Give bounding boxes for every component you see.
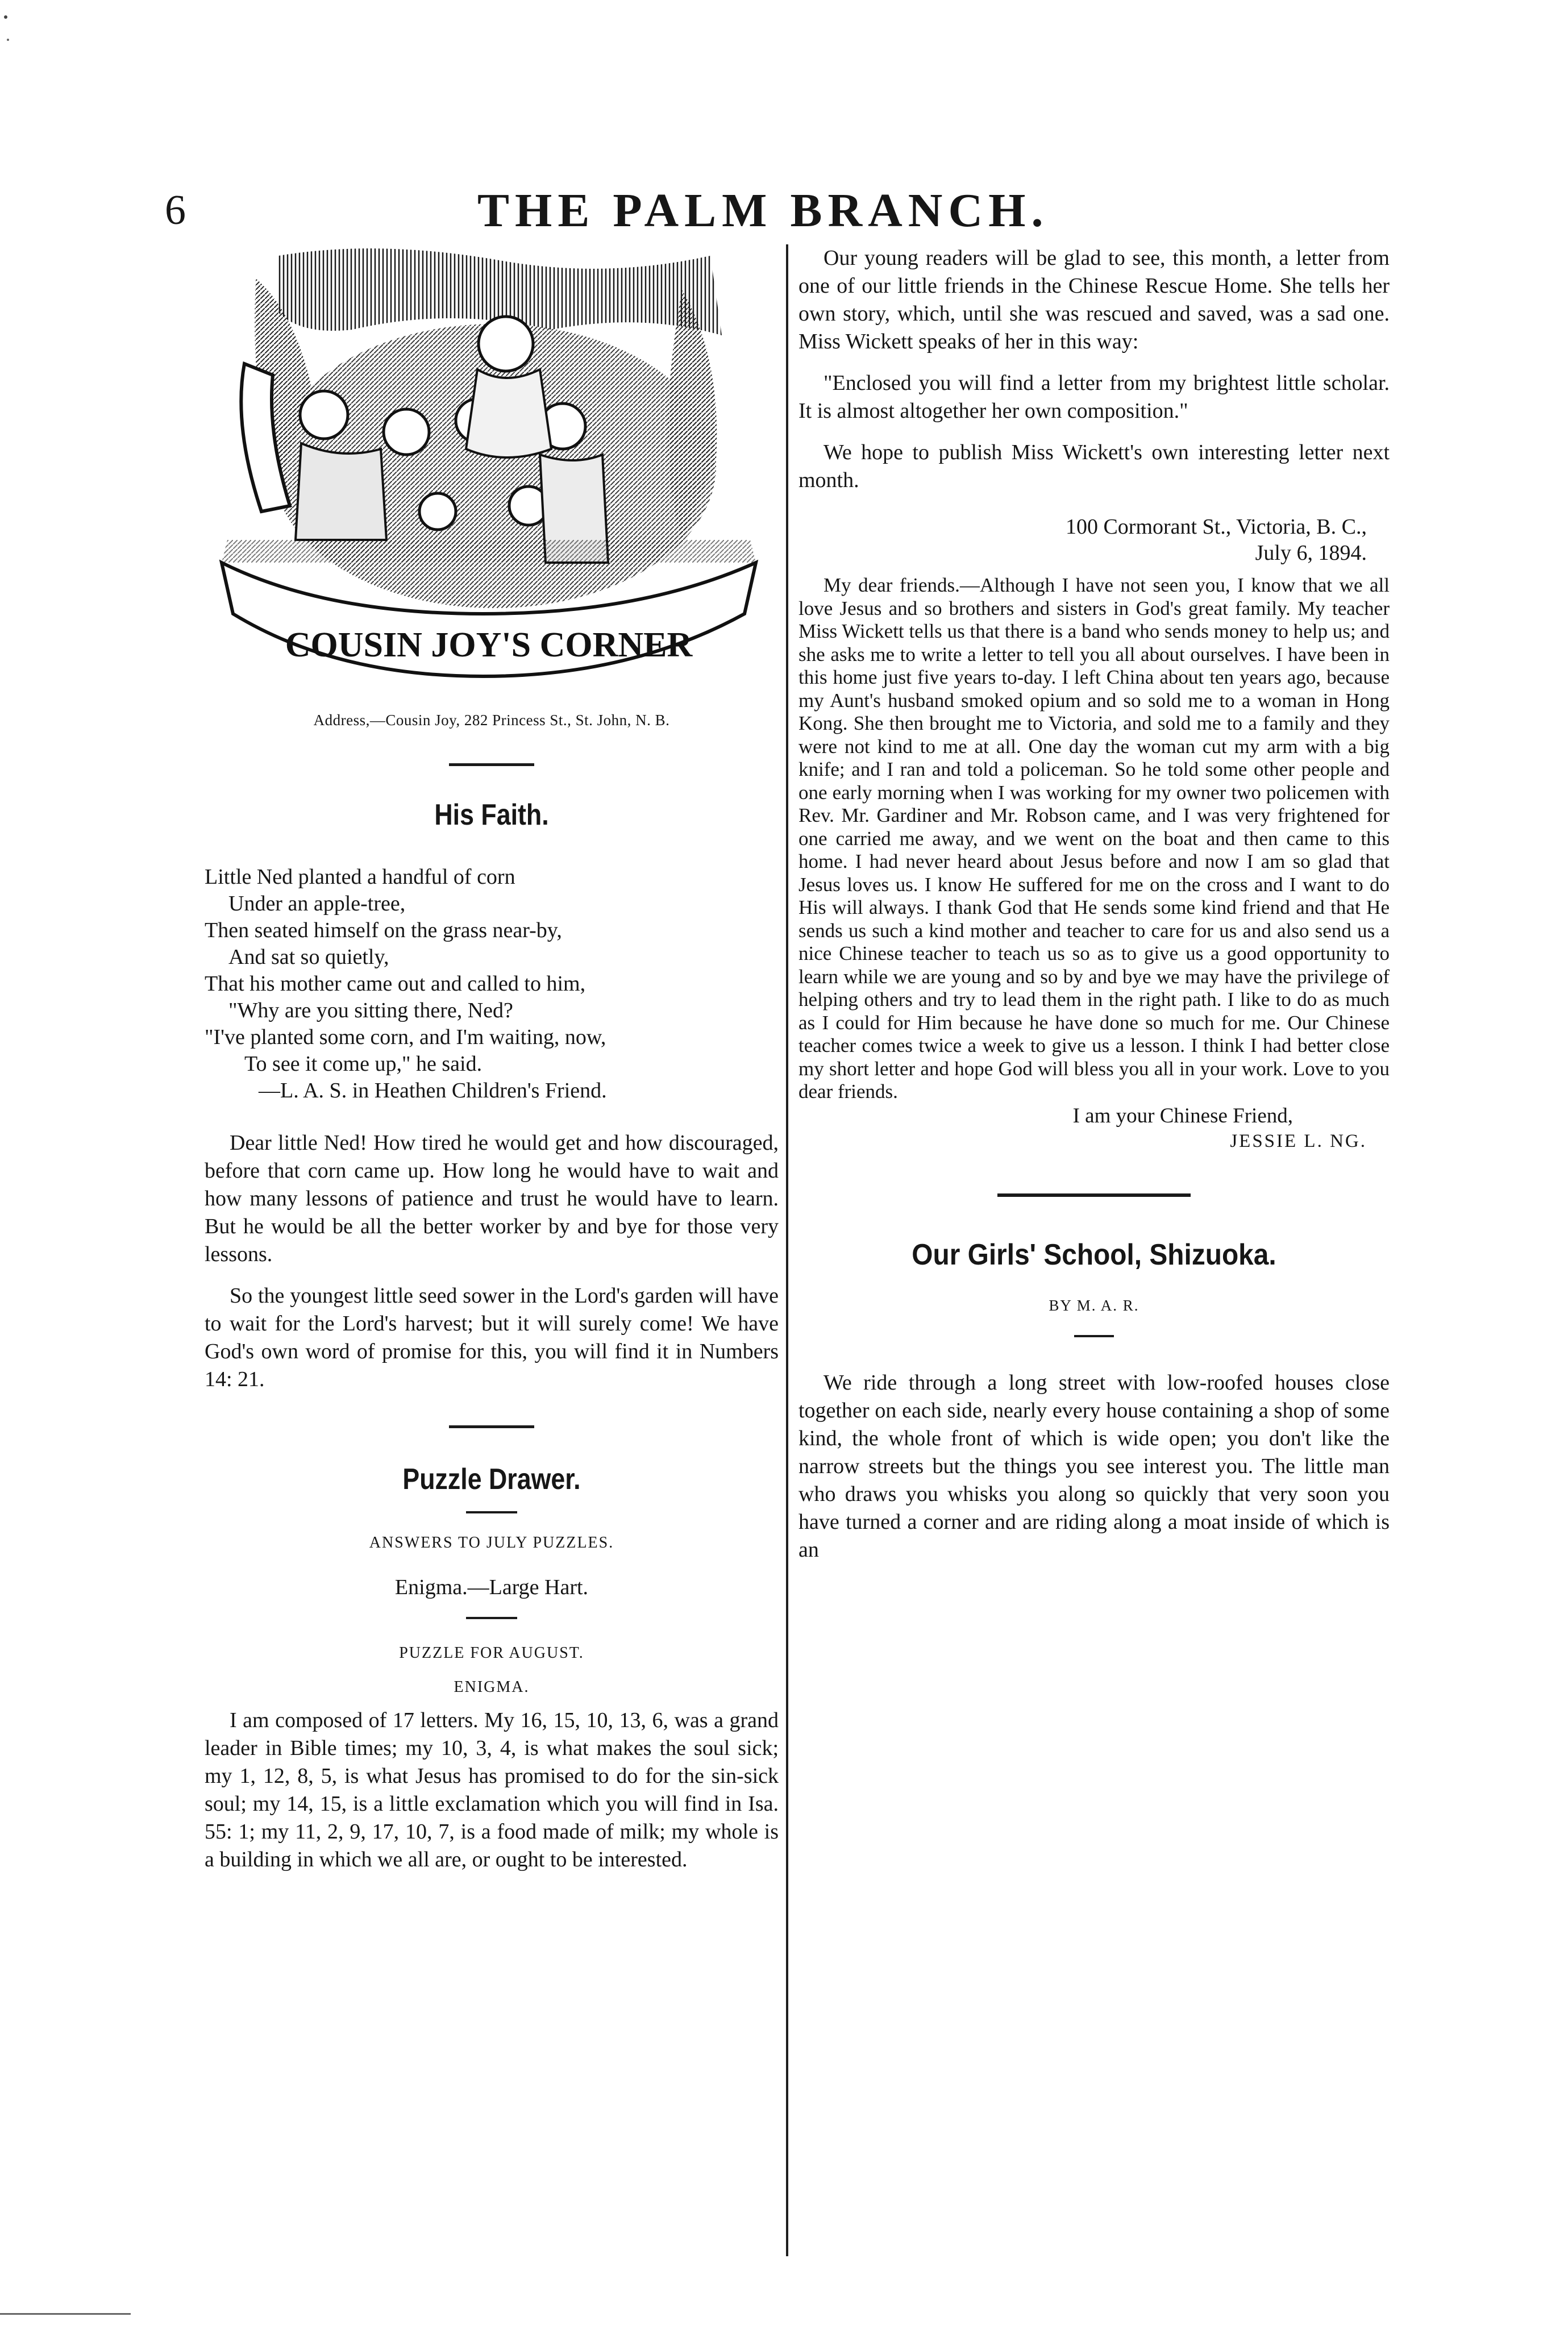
his-faith-paragraph: Dear little Ned! How tired he would get and how discouraged, before that corn came up. How long he would have to wait and how many lessons of patience and trust he would have to learn. But he would be all the better worker by and bye for those very lessons. (205, 1131, 779, 1266)
his-faith-title: His Faith. (434, 798, 549, 831)
intro-paragraph: Our young readers will be glad to see, this month, a letter from one of our little friends in the Chinese Rescue Home. She tells her own story, which, until she was rescued and saved, was a sad one. Miss Wickett speaks of her in this way: (798, 246, 1390, 353)
poem-line: Under an apple-tree, (228, 892, 406, 916)
poem-line: And sat so quietly, (228, 945, 389, 969)
section-divider (997, 1193, 1191, 1197)
section-divider (466, 1617, 517, 1619)
his-faith-paragraph: So the youngest little seed sower in the Lord's garden will have to wait for the Lord's harvest; but it will surely come! We have God's own word of promise for this, you will find it in Numbers 14: 21. (205, 1284, 779, 1391)
his-faith-poem (205, 864, 779, 1104)
enigma-heading: ENIGMA. (454, 1678, 530, 1696)
answers-heading: ANSWERS TO JULY PUZZLES. (369, 1534, 614, 1552)
letter-body: My dear friends.—Although I have not seen you, I know that we all love Jesus and so brothers and sisters in God's great family. My teacher Miss Wickett tells us that there is a band who sends money to help us; and she asks me to write a letter to tell you all about ourselves. I have been in this home just five years to-day. I left China about ten years ago, because my Aunt's husband smoked opium and so sold me to a woman in Hong Kong. She then brought me to Victoria, and sold me to a family and they were not kind to me at all. One day the woman cut my arm with a big knife; and I ran and told a policeman. So he told some other people and one early morning when I was working for my owner two policemen with Rev. Mr. Gardiner and Mr. Robson came, and I was very frightened for one carried me away, and we went on the boat and then came to this home. I had never heard about Jesus before and now I am so glad that Jesus loves us. I know He suffered for me on the cross and I want to do His will always. I thank God that He sends some kind friend and that He sends us such a kind mother and teacher to care for us and also send us a nice Chinese teacher to teach us so as to give us a good opportunity to learn while we are young and so by and bye we may have the privilege of helping others and try to lead them in the right path. I like to do as much as I could for Him because he have done so much for me. Our Chinese teacher comes twice a week to give us a lesson. I think I had better close my short letter and hope God will bless you all in your work. Love to you dear friends. (798, 574, 1390, 1103)
girls-school-title: Our Girls' School, Shizuoka. (912, 1238, 1276, 1271)
letter-signature: JESSIE L. NG. (1230, 1130, 1367, 1151)
section-divider (449, 1425, 534, 1428)
left-column (205, 244, 779, 1874)
page-number: 6 (165, 187, 186, 234)
poem-line: "I've planted some corn, and I'm waiting, now, (205, 1025, 606, 1049)
girls-school-paragraph: We ride through a long street with low-roofed houses close together on each side, nearly every house containing a shop of some kind, the whole front of which is wide open; you don't like the narrow streets but the things you see interest you. The little man who draws you whisks you along so quickly that very soon you have turned a corner and are riding along a moat inside of which is an (798, 1370, 1390, 1562)
column-divider (786, 244, 788, 2256)
cousin-joys-corner-illustration (210, 244, 767, 699)
answer-line: Enigma.—Large Hart. (394, 1575, 589, 1599)
poem-line: To see it come up," he said. (244, 1052, 483, 1076)
banner-text: COUSIN JOY'S CORNER (285, 626, 693, 664)
cousin-joy-address: Address,—Cousin Joy, 282 Princess St., St. John, N. B. (313, 712, 670, 729)
intro-quote: "Enclosed you will find a letter from my brightest little scholar. It is almost altogether her own composition." (798, 371, 1390, 423)
right-column (798, 244, 1390, 1564)
enigma-text: I am composed of 17 letters. My 16, 15, 10, 13, 6, was a grand leader in Bible times; my 10, 3, 4, is what makes the soul sick; my 1, 12, 8, 5, is what Jesus has promised to do for the sin-sick soul; my 14, 15, is a little exclamation which you will find in Isa. 55: 1; my 11, 2, 9, 17, 10, 7, is a food made of milk; my whole is a building in which we all are, or ought to be interested. (205, 1708, 779, 1871)
letter-closing: I am your Chinese Friend, (1072, 1104, 1293, 1128)
poem-line: "Why are you sitting there, Ned? (228, 999, 513, 1022)
august-puzzle-heading: PUZZLE FOR AUGUST. (399, 1644, 584, 1662)
letter-address: 100 Cormorant St., Victoria, B. C., (1065, 515, 1367, 539)
letter-date: July 6, 1894. (1255, 541, 1367, 565)
family-reading-illustration-icon (210, 244, 767, 699)
intro-paragraph: We hope to publish Miss Wickett's own interesting letter next month. (798, 440, 1390, 492)
poem-line: Little Ned planted a handful of corn (205, 865, 515, 889)
section-divider (1074, 1335, 1114, 1337)
poem-line: That his mother came out and called to him, (205, 972, 586, 996)
scan-bottom-mark (0, 2313, 131, 2315)
section-divider (449, 763, 534, 766)
puzzle-drawer-title: Puzzle Drawer. (402, 1463, 581, 1496)
byline: BY M. A. R. (1049, 1296, 1139, 1314)
scan-edge-marks (0, 0, 8, 34)
masthead-title: THE PALM BRANCH. (477, 184, 1049, 237)
poem-attribution: —L. A. S. in Heathen Children's Friend. (259, 1079, 607, 1103)
poem-line: Then seated himself on the grass near-by, (205, 918, 562, 942)
section-divider (466, 1511, 517, 1513)
